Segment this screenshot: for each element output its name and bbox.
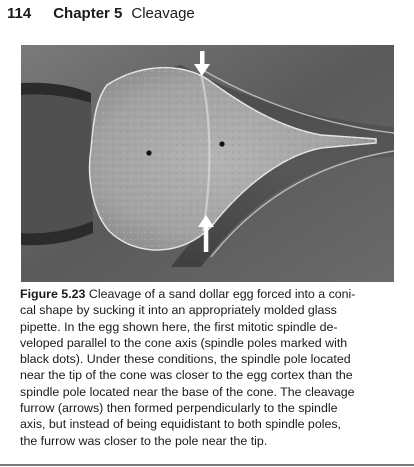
caption-line: furrow (arrows) then formed perpendicularly to the spindle [20, 401, 338, 416]
caption-line: spindle pole located near the base of the cone. The cleavage [20, 384, 355, 399]
caption-line: axis, but instead of being equidistant to both spindle poles, [20, 417, 342, 432]
micrograph-illustration [21, 45, 394, 282]
chapter-title: Cleavage [131, 5, 195, 22]
pipette-bore [21, 95, 93, 234]
page-bottom-rule [0, 464, 414, 466]
figure-caption [20, 286, 396, 449]
page-number: 114 [7, 5, 32, 22]
figure-photo [21, 45, 394, 282]
caption-line: cal shape by sucking it into an appropriately molded glass [20, 303, 337, 318]
caption-line: Cleavage of a sand dollar egg forced into a coni- [85, 287, 356, 301]
spindle-pole-tip [219, 141, 224, 146]
caption-line: the furrow was closer to the pole near the tip. [20, 433, 268, 448]
running-head [7, 4, 195, 24]
spindle-pole-base [146, 150, 151, 155]
caption-line: veloped parallel to the cone axis (spindle poles marked with [20, 335, 348, 350]
caption-line: black dots). Under these conditions, the spindle pole located [20, 352, 351, 367]
chapter-label: Chapter 5 [53, 5, 123, 22]
caption-line: pipette. In the egg shown here, the first mitotic spindle de- [20, 319, 338, 334]
figure-label: Figure 5.23 [20, 287, 86, 301]
caption-line: near the tip of the cone was closer to the egg cortex than the [20, 368, 353, 383]
